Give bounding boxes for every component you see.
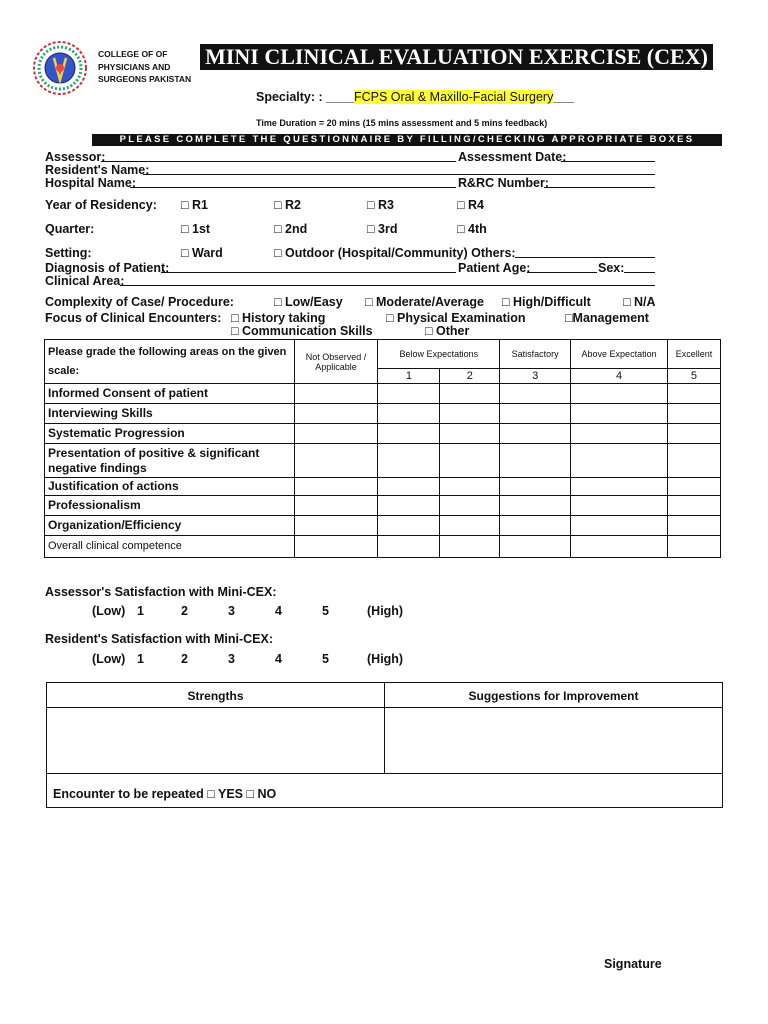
assessor-score-2[interactable]: 2 <box>181 604 188 618</box>
specialty-tail: ___ <box>553 90 575 104</box>
grade-cell[interactable] <box>440 404 500 424</box>
rrc-number-field[interactable] <box>544 176 655 188</box>
grade-cell[interactable] <box>378 496 440 516</box>
table-row <box>45 536 721 558</box>
time-duration: Time Duration = 20 mins (15 mins assessment and 5 mins feedback) <box>256 118 548 128</box>
resident-high-label: (High) <box>367 652 404 666</box>
grade-cell[interactable] <box>500 384 571 404</box>
scale-5: 5 <box>667 369 720 384</box>
assessment-date-label: Assessment Date: <box>458 150 567 164</box>
col-excellent: Excellent <box>667 340 720 369</box>
complexity-option-moderate[interactable]: □ Moderate/Average <box>365 295 484 309</box>
complexity-option-high[interactable]: □ High/Difficult <box>502 295 591 309</box>
grade-cell[interactable] <box>294 384 378 404</box>
grade-cell[interactable] <box>440 444 500 478</box>
focus-option-physical-exam[interactable]: □ Physical Examination <box>386 311 526 325</box>
focus-option-history[interactable]: □ History taking <box>231 311 326 325</box>
grade-cell[interactable] <box>667 424 720 444</box>
grade-cell[interactable] <box>500 536 571 558</box>
resident-score-3[interactable]: 3 <box>228 652 235 666</box>
grade-cell[interactable] <box>571 516 668 536</box>
resident-name-field[interactable] <box>143 163 655 175</box>
grade-cell[interactable] <box>294 404 378 424</box>
grade-cell[interactable] <box>440 536 500 558</box>
grade-cell[interactable] <box>571 384 668 404</box>
grade-cell[interactable] <box>667 404 720 424</box>
quarter-option-2nd[interactable]: □ 2nd <box>274 222 308 236</box>
assessor-score-4[interactable]: 4 <box>275 604 282 618</box>
complexity-label: Complexity of Case/ Procedure: <box>45 295 234 309</box>
grade-cell[interactable] <box>500 404 571 424</box>
grade-cell[interactable] <box>500 478 571 496</box>
assessment-date-field[interactable] <box>561 150 655 162</box>
assessor-score-5[interactable]: 5 <box>322 604 329 618</box>
grade-cell[interactable] <box>378 444 440 478</box>
grade-cell[interactable] <box>571 404 668 424</box>
year-option-r1[interactable]: □ R1 <box>181 198 209 212</box>
rrc-number-label: R&RC Number: <box>458 176 549 190</box>
table-row <box>45 424 721 444</box>
clinical-area-label: Clinical Area: <box>45 274 125 288</box>
grading-table <box>44 339 721 558</box>
grade-cell[interactable] <box>667 384 720 404</box>
grade-row-label: Systematic Progression <box>45 424 295 444</box>
grade-cell[interactable] <box>378 516 440 536</box>
quarter-label: Quarter: <box>45 222 95 236</box>
patient-age-label: Patient Age: <box>458 261 531 275</box>
grade-cell[interactable] <box>294 424 378 444</box>
clinical-area-field[interactable] <box>120 274 655 286</box>
grade-cell[interactable] <box>440 516 500 536</box>
diagnosis-field[interactable] <box>161 261 456 273</box>
diagnosis-label: Diagnosis of Patient: <box>45 261 170 275</box>
grade-cell[interactable] <box>500 516 571 536</box>
table-row <box>45 496 721 516</box>
specialty-value: FCPS Oral & Maxillo-Facial Surgery <box>353 90 554 104</box>
grade-cell[interactable] <box>667 496 720 516</box>
year-of-residency-label: Year of Residency: <box>45 198 157 212</box>
grade-row-label: Informed Consent of patient <box>45 384 295 404</box>
quarter-option-3rd[interactable]: □ 3rd <box>367 222 398 236</box>
grade-cell[interactable] <box>571 424 668 444</box>
focus-option-other[interactable]: □ Other <box>425 324 470 338</box>
year-option-r2[interactable]: □ R2 <box>274 198 302 212</box>
college-name: COLLEGE OF OF PHYSICIANS AND SURGEONS PAKISTAN <box>98 49 192 84</box>
assessor-field[interactable] <box>101 150 456 162</box>
feedback-box <box>46 682 723 808</box>
table-row <box>45 384 721 404</box>
col-not-observed: Not Observed / Applicable <box>294 340 378 384</box>
instruction-bar: PLEASE COMPLETE THE QUESTIONNAIRE BY FILLING/CHECKING APPROPRIATE BOXES <box>92 134 722 146</box>
focus-label: Focus of Clinical Encounters: <box>45 311 222 325</box>
grade-row-label: Interviewing Skills <box>45 404 295 424</box>
grade-cell[interactable] <box>378 424 440 444</box>
focus-option-management[interactable]: □Management <box>565 311 649 325</box>
year-option-r4[interactable]: □ R4 <box>457 198 485 212</box>
col-satisfactory: Satisfactory <box>500 340 571 369</box>
grade-cell[interactable] <box>571 478 668 496</box>
grade-row-label: Overall clinical competence <box>45 536 295 558</box>
resident-score-5[interactable]: 5 <box>322 652 329 666</box>
scale-1: 1 <box>378 369 440 384</box>
table-row <box>45 478 721 496</box>
assessor-score-1[interactable]: 1 <box>137 604 144 618</box>
setting-others-field[interactable] <box>515 246 655 258</box>
sex-field[interactable] <box>624 261 655 273</box>
signature-label: Signature <box>604 957 662 971</box>
grade-cell[interactable] <box>571 496 668 516</box>
setting-label: Setting: <box>45 246 92 260</box>
suggestions-field[interactable] <box>385 708 722 774</box>
hospital-name-field[interactable] <box>130 176 456 188</box>
hospital-name-label: Hospital Name: <box>45 176 136 190</box>
grade-row-label: Professionalism <box>45 496 295 516</box>
grade-cell[interactable] <box>667 478 720 496</box>
year-option-r3[interactable]: □ R3 <box>367 198 395 212</box>
grade-cell[interactable] <box>440 496 500 516</box>
specialty-label: Specialty: : ____ <box>256 90 354 104</box>
grade-intro: Please grade the following areas on the given scale: <box>45 340 295 384</box>
grade-cell[interactable] <box>294 444 378 478</box>
assessor-score-3[interactable]: 3 <box>228 604 235 618</box>
grade-cell[interactable] <box>378 536 440 558</box>
grade-cell[interactable] <box>294 478 378 496</box>
scale-2: 2 <box>440 369 500 384</box>
col-below-expectations: Below Expectations <box>378 340 500 369</box>
grade-cell[interactable] <box>667 516 720 536</box>
grade-row-label: Organization/Efficiency <box>45 516 295 536</box>
resident-satisfaction-label: Resident's Satisfaction with Mini-CEX: <box>45 632 273 646</box>
focus-option-communication[interactable]: □ Communication Skills <box>231 324 373 338</box>
suggestions-header: Suggestions for Improvement <box>385 683 722 708</box>
resident-score-4[interactable]: 4 <box>275 652 282 666</box>
grade-row-label: Presentation of positive & significant negative findings <box>45 444 295 478</box>
resident-score-1[interactable]: 1 <box>137 652 144 666</box>
scale-4: 4 <box>571 369 668 384</box>
grade-cell[interactable] <box>440 384 500 404</box>
strengths-field[interactable] <box>47 708 385 774</box>
table-row <box>45 404 721 424</box>
col-above-expectation: Above Expectation <box>571 340 668 369</box>
assessor-low-label: (Low) <box>92 604 126 618</box>
grade-cell[interactable] <box>440 424 500 444</box>
setting-option-ward[interactable]: □ Ward <box>181 246 223 260</box>
grade-cell[interactable] <box>294 516 378 536</box>
assessor-high-label: (High) <box>367 604 404 618</box>
complexity-option-na[interactable]: □ N/A <box>623 295 656 309</box>
complexity-option-low[interactable]: □ Low/Easy <box>274 295 343 309</box>
resident-name-label: Resident's Name: <box>45 163 150 177</box>
grade-cell[interactable] <box>378 384 440 404</box>
grade-cell[interactable] <box>500 424 571 444</box>
grade-cell[interactable] <box>571 444 668 478</box>
table-row <box>45 516 721 536</box>
grade-cell[interactable] <box>667 444 720 478</box>
encounter-repeat-question[interactable]: Encounter to be repeated □ YES □ NO <box>53 787 277 801</box>
strengths-header: Strengths <box>47 683 385 708</box>
sex-label: Sex: <box>598 261 625 275</box>
grade-cell[interactable] <box>378 404 440 424</box>
college-logo <box>32 40 88 96</box>
resident-score-2[interactable]: 2 <box>181 652 188 666</box>
grade-cell[interactable] <box>571 536 668 558</box>
page-title: MINI CLINICAL EVALUATION EXERCISE (CEX) <box>200 44 713 70</box>
grade-cell[interactable] <box>500 496 571 516</box>
grade-cell[interactable] <box>667 536 720 558</box>
resident-low-label: (Low) <box>92 652 126 666</box>
quarter-option-1st[interactable]: □ 1st <box>181 222 211 236</box>
grade-row-label: Justification of actions <box>45 478 295 496</box>
grade-cell[interactable] <box>500 444 571 478</box>
quarter-option-4th[interactable]: □ 4th <box>457 222 487 236</box>
grade-cell[interactable] <box>294 536 378 558</box>
grade-cell[interactable] <box>294 496 378 516</box>
assessor-label: Assessor: <box>45 150 106 164</box>
scale-3: 3 <box>500 369 571 384</box>
assessor-satisfaction-label: Assessor's Satisfaction with Mini-CEX: <box>45 585 277 599</box>
grade-cell[interactable] <box>378 478 440 496</box>
specialty-line <box>256 90 574 104</box>
patient-age-field[interactable] <box>527 261 597 273</box>
grade-cell[interactable] <box>440 478 500 496</box>
table-row <box>45 444 721 478</box>
setting-option-outdoor[interactable]: □ Outdoor (Hospital/Community) Others: <box>274 246 516 260</box>
